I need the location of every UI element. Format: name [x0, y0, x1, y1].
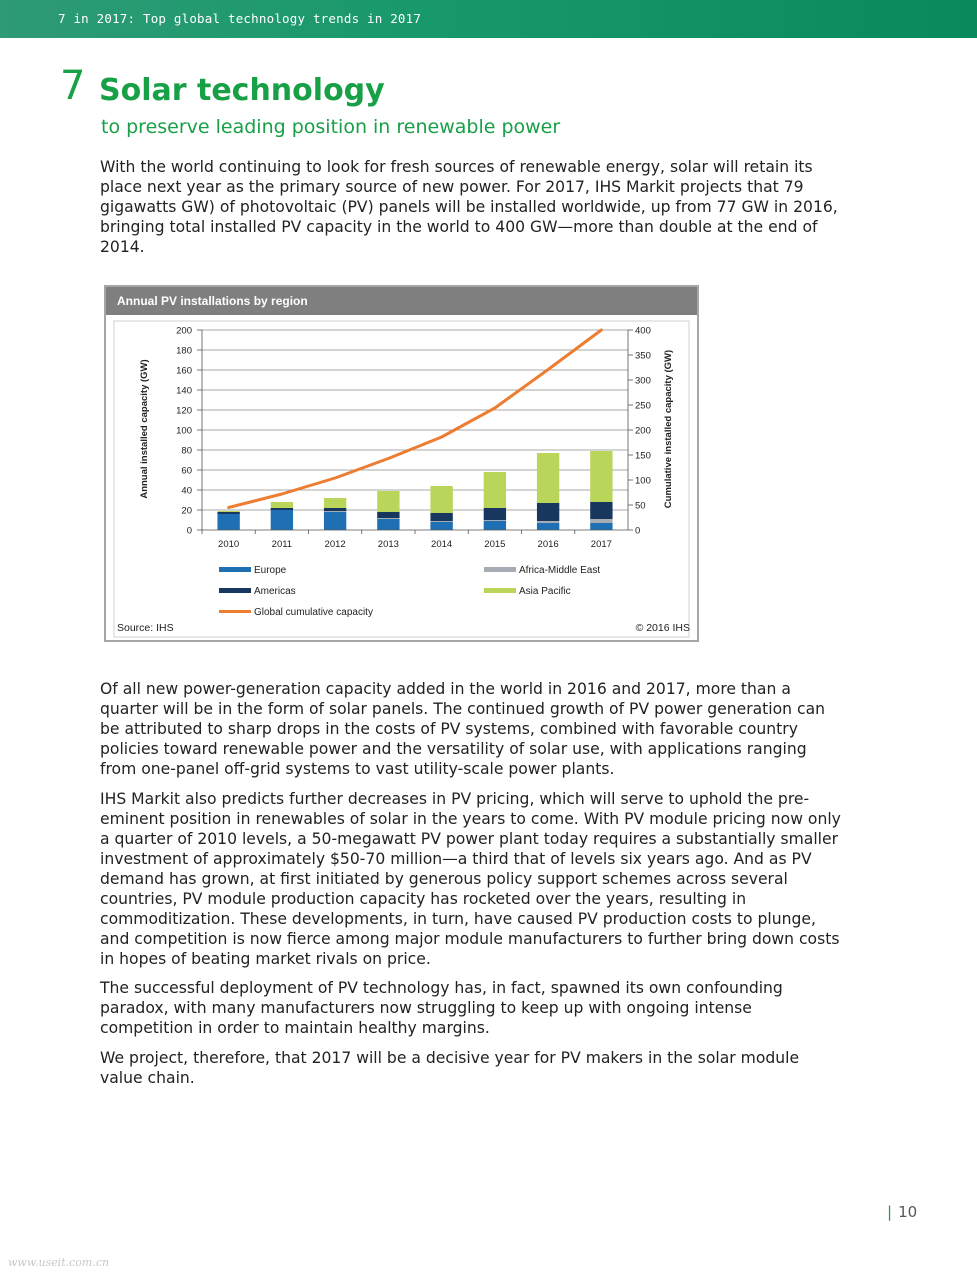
y2-tick-label: 350 — [635, 350, 651, 362]
bar-segment — [484, 508, 506, 520]
bar-segment — [377, 512, 399, 518]
bar-segment — [590, 451, 612, 502]
bar-segment — [324, 508, 346, 511]
x-tick-label: 2011 — [271, 539, 293, 550]
bar-segment — [430, 522, 452, 530]
bar-segment — [537, 503, 559, 521]
bar-segment — [324, 498, 346, 508]
bar-segment — [324, 511, 346, 512]
bar-segment — [377, 519, 399, 530]
running-header: 7 in 2017: Top global technology trends in 2017 — [58, 11, 422, 26]
body-paragraph-3: The successful deployment of PV technology has, in fact, spawned its own confounding paradox, with many manufacturers now struggling to keep up with ongoing intense competition in order to maintain healthy margins. — [100, 979, 783, 1037]
y-tick-label: 100 — [176, 425, 192, 437]
y-axis-label: Annual installed capacity (GW) — [139, 359, 150, 499]
bar-segment — [484, 521, 506, 530]
bar-segment — [217, 512, 239, 514]
bar-segment — [217, 511, 239, 512]
page-number: | 10 — [887, 1203, 918, 1221]
bar-segment — [484, 472, 506, 508]
y2-tick-label: 0 — [635, 525, 641, 537]
legend-label: Global cumulative capacity — [254, 607, 373, 618]
bar-segment — [537, 453, 559, 503]
bar-segment — [430, 486, 452, 513]
bar-segment — [324, 512, 346, 530]
legend-label: Africa-Middle East — [519, 565, 601, 576]
bar-segment — [430, 513, 452, 521]
legend-label: Asia Pacific — [519, 586, 571, 597]
intro-paragraph: With the world continuing to look for fresh sources of renewable energy, solar will retain its place next year as the primary source of new power. For 2017, IHS Markit projects that 79 gigawatts GW) of photovoltaic (PV) panels will be installed worldwide, up from 77 GW in 2016, bringing total installed PV capacity in the world to 400 GW—more than double at the end of 2014. — [100, 158, 838, 256]
x-tick-label: 2012 — [324, 539, 346, 550]
x-tick-label: 2015 — [484, 539, 506, 550]
y2-tick-label: 250 — [635, 400, 651, 412]
legend-swatch — [484, 588, 516, 593]
y2-tick-label: 50 — [635, 500, 646, 512]
body-paragraph-2: IHS Markit also predicts further decreases in PV pricing, which will serve to uphold the pre-eminent position in renewables of solar in the years to come. With PV module pricing now only a quarter of 2010 levels, a 50-megawatt PV power plant today requires a substantially smaller investment of approximately $50-70 million—a third that of levels six years ago. And as PV demand has grown, at first initiated by generous policy support schemes across several countries, PV module production capacity has rocketed over the years, resulting in commoditization. These developments, in turn, have caused PV production costs to plunge, and competition is now fierce among major module manufacturers to further bring down costs in hopes of beating market rivals on price. — [100, 790, 841, 968]
bar-segment — [537, 521, 559, 523]
body-paragraph-4: We project, therefore, that 2017 will be a decisive year for PV makers in the solar module value chain. — [100, 1049, 800, 1087]
y2-axis-label: Cumulative installed capacity (GW) — [663, 349, 674, 509]
bar-segment — [590, 502, 612, 519]
x-tick-label: 2013 — [377, 539, 399, 550]
y-tick-label: 140 — [176, 385, 192, 397]
section-title: Solar technology — [99, 73, 385, 108]
bar-segment — [484, 520, 506, 521]
bar-segment — [590, 523, 612, 530]
bar-segment — [537, 523, 559, 530]
section-number: 7 — [60, 63, 86, 109]
bar-segment — [271, 502, 293, 508]
y-tick-label: 20 — [181, 505, 192, 517]
y-tick-label: 80 — [181, 445, 192, 457]
top-banner — [0, 0, 977, 38]
watermark: www.useit.com.cn — [8, 1256, 110, 1269]
section-subtitle: to preserve leading position in renewable power — [101, 116, 561, 138]
x-tick-label: 2016 — [537, 539, 559, 550]
y2-tick-label: 100 — [635, 475, 651, 487]
bar-segment — [217, 514, 239, 530]
y2-tick-label: 200 — [635, 425, 651, 437]
y-tick-label: 160 — [176, 365, 192, 377]
page-number-divider: | — [887, 1203, 893, 1221]
y-tick-label: 40 — [181, 485, 192, 497]
legend-swatch — [219, 588, 251, 593]
chart-panel — [104, 285, 699, 642]
bar-segment — [271, 510, 293, 530]
y-tick-label: 0 — [186, 525, 192, 537]
legend-label: Americas — [254, 586, 296, 597]
x-tick-label: 2014 — [431, 539, 453, 550]
chart-source: Source: IHS — [117, 622, 174, 634]
y-tick-label: 60 — [181, 465, 192, 477]
y2-tick-label: 400 — [635, 325, 651, 337]
y-tick-label: 180 — [176, 345, 192, 357]
legend-swatch — [219, 567, 251, 572]
bar-segment — [377, 518, 399, 519]
y-tick-label: 120 — [176, 405, 192, 417]
bar-segment — [590, 519, 612, 523]
y2-tick-label: 300 — [635, 375, 651, 387]
bar-segment — [430, 521, 452, 522]
bar-segment — [271, 508, 293, 510]
legend-swatch — [484, 567, 516, 572]
y-tick-label: 200 — [176, 325, 192, 337]
x-tick-label: 2017 — [590, 539, 612, 550]
y2-tick-label: 150 — [635, 450, 651, 462]
chart-title: Annual PV installations by region — [106, 287, 697, 315]
legend-label: Europe — [254, 565, 287, 576]
x-tick-label: 2010 — [218, 539, 240, 550]
pv-installations-chart — [106, 287, 697, 640]
bar-segment — [377, 491, 399, 512]
body-paragraph-1: Of all new power-generation capacity added in the world in 2016 and 2017, more than a quarter will be in the form of solar panels. The continued growth of PV power generation can be attributed to sharp drops in the costs of PV systems, combined with favorable country policies toward renewable power and the versatility of solar use, with applications ranging from one-panel off-grid systems to vast utility-scale power plants. — [100, 680, 826, 778]
chart-copyright: © 2016 IHS — [635, 622, 690, 634]
